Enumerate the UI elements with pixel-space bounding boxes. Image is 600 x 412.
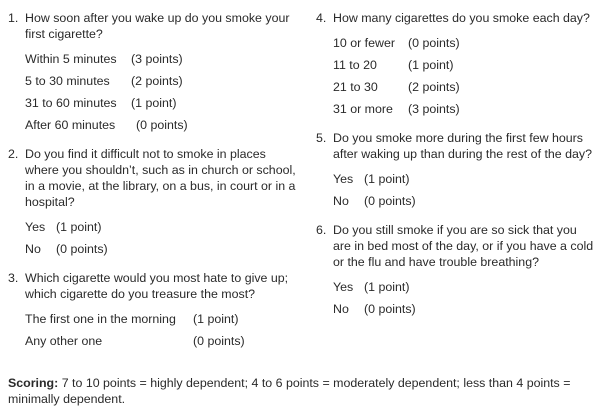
question-1 [8,10,300,136]
answer-options [25,308,300,352]
option-label: The first one in the morning [25,312,176,326]
option-points: (0 points) [193,334,245,348]
question-5 [316,130,596,212]
answer-options [25,48,300,136]
question-2 [8,146,300,260]
option-points: (0 points) [56,242,108,256]
answer-option [25,330,300,352]
option-points: (1 point) [56,220,102,234]
questions-right-column [316,10,596,320]
option-points: (1 point) [193,312,239,326]
option-points: (1 point) [408,58,454,72]
option-label: Within 5 minutes [25,52,117,66]
option-points: (3 points) [408,102,460,116]
answer-option [333,276,596,298]
option-points: (1 point) [364,280,410,294]
answer-option [25,216,300,238]
option-label: 21 to 30 [333,80,378,94]
question-number: 3. [8,271,19,285]
option-label: 31 or more [333,102,393,116]
scoring-label: Scoring: [8,376,59,390]
answer-option [333,168,596,190]
option-points: (0 points) [364,194,416,208]
scoring-note [8,375,593,407]
option-points: (1 point) [131,96,177,110]
option-label: Any other one [25,334,103,348]
answer-option [25,92,300,114]
option-label: Yes [25,220,46,234]
option-points: (3 points) [131,52,183,66]
scoring-text: 7 to 10 points = highly dependent; 4 to 6 points = moderately dependent; less than 4 points = minimally dependent. [8,376,571,406]
answer-options [333,168,596,212]
question-text: Do you still smoke if you are so sick that you are in bed most of the day, or if you have a cold or the flu and have trouble breathing? [333,223,594,269]
question-number: 6. [316,223,327,237]
question-number: 2. [8,147,19,161]
question-text: How many cigarettes do you smoke each day? [333,11,590,25]
question-text: How soon after you wake up do you smoke your first cigarette? [25,11,290,41]
option-label: After 60 minutes [25,118,116,132]
question-number: 4. [316,11,327,25]
answer-option [25,48,300,70]
answer-option [25,238,300,260]
answer-options [333,276,596,320]
option-points: (1 point) [364,172,410,186]
answer-option [333,32,596,54]
question-number: 1. [8,11,19,25]
option-label: No [333,194,349,208]
answer-option [333,98,596,120]
answer-option [25,114,300,136]
option-label: Yes [333,172,354,186]
question-text: Do you find it difficult not to smoke in places where you shouldn’t, such as in church or school, in a movie, at the library, on a bus, in court or in a hospital? [25,147,296,209]
option-points: (0 points) [364,302,416,316]
answer-option [333,54,596,76]
option-points: (0 points) [136,118,188,132]
answer-option [333,298,596,320]
question-6 [316,222,596,320]
option-label: No [333,302,349,316]
answer-option [333,76,596,98]
option-label: No [25,242,41,256]
option-label: 11 to 20 [333,58,377,72]
answer-options [25,216,300,260]
question-text: Which cigarette would you most hate to give up; which cigarette do you treasure the most? [25,271,289,301]
answer-option [25,70,300,92]
option-label: Yes [333,280,354,294]
question-3 [8,270,300,352]
option-points: (0 points) [408,36,460,50]
answer-option [25,308,300,330]
questions-left-column [8,10,300,352]
answer-options [333,32,596,120]
option-points: (2 points) [408,80,460,94]
option-label: 10 or fewer [333,36,395,50]
question-number: 5. [316,131,327,145]
question-text: Do you smoke more during the first few hours after waking up than during the rest of the day? [333,131,592,161]
option-label: 31 to 60 minutes [25,96,117,110]
option-label: 5 to 30 minutes [25,74,110,88]
question-4 [316,10,596,120]
option-points: (2 points) [131,74,183,88]
answer-option [333,190,596,212]
